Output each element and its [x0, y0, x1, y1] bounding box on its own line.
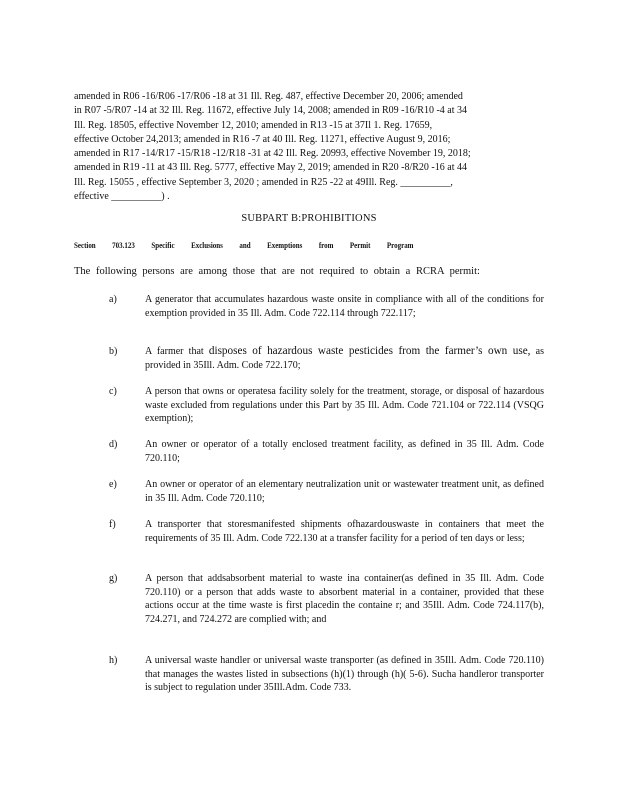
item-text-part: A farmer that [145, 346, 209, 357]
item-text: A generator that accumulates hazardous waste onsite in compliance with all of the conditions for exemption provided in 35 Ill. Adm. Code 722.114 through 722.117; [145, 294, 544, 319]
history-line: amended in R06 -16/R06 -17/R06 -18 at 31 Ill. Reg. 487, effective December 20, 2006; amended [74, 91, 463, 102]
history-line: in R07 -5/R07 -14 at 32 Ill. Reg. 11672, effective July 14, 2008; amended in R09 -16/R10 -4 at 34 [74, 105, 468, 117]
item-letter: d) [109, 439, 118, 450]
item-text: An owner or operator of a totally enclosed treatment facility, as defined in 35 Ill. Adm. Code 720.110; [145, 439, 544, 464]
item-text: A universal waste handler or universal waste transporter (as defined in 35Ill. Adm. Code 720.110) that manages the wastes listed in subsections (h)(1) through (h)( 5-6). Sucha handleror transporter is subject to regulation under 35Ill.Adm. Code 733. [145, 655, 544, 694]
list-item-a [74, 293, 544, 320]
item-text-part: as provided in 35Ill. Adm. Code 722.170; [145, 346, 544, 371]
history-line: amended in R19 -11 at 43 Ill. Reg. 5777, effective May 2, 2019; amended in R20 -8/R20 -16 at 44 [74, 162, 467, 174]
list-item-d [74, 438, 544, 465]
history-line: amended in R17 -14/R17 -15/R18 -12/R18 -31 at 42 Ill. Reg. 20993, effective November 19, 2018; [74, 148, 471, 160]
history-line: Ill. Reg. 18505, effective November 12, 2010; amended in R13 -15 at 37Il 1. Reg. 17659, [74, 119, 433, 131]
history-line: effective October 24,2013; amended in R16 -7 at 40 Ill. Reg. 11271, effective August 9, 2016; [74, 133, 451, 145]
item-letter: e) [109, 479, 117, 490]
intro-paragraph: The following persons are among those that are not required to obtain a RCRA permit: [74, 266, 480, 277]
list-item-g [74, 572, 544, 626]
list-item-f [74, 518, 544, 545]
list-item-c [74, 385, 544, 426]
item-letter: g) [109, 573, 118, 584]
history-note [74, 90, 544, 204]
item-text-emphasis: disposes of hazardous waste pesticides from the farmer’s own use, [208, 345, 531, 357]
item-text [145, 345, 544, 372]
item-letter: c) [109, 386, 117, 397]
item-letter: a) [109, 294, 117, 305]
item-letter: h) [109, 655, 118, 666]
history-line: effective __________) . [74, 191, 170, 203]
section-heading: Section 703.123 Specific Exclusions and Exemptions from Permit Program [74, 240, 414, 250]
item-letter: b) [109, 346, 118, 357]
item-text: A transporter that storesmanifested shipments ofhazardouswaste in containers that meet the requirements of 35 Ill. Adm. Code 722.130 at a transfer facility for a period of ten days or less; [145, 519, 544, 544]
item-text: A person that owns or operatesa facility solely for the treatment, storage, or disposal of hazardous waste excluded from regulations under this Part by 35 Ill. Adm. Code 721.104 or 722.114 (VSQG exemption); [145, 386, 544, 425]
item-letter: f) [109, 519, 116, 530]
subpart-title: SUBPART B:PROHIBITIONS [241, 213, 377, 224]
list-item-e [74, 478, 544, 505]
item-text: An owner or operator of an elementary neutralization unit or wastewater treatment unit, as defined in 35 Ill. Adm. Code 720.110; [145, 479, 544, 504]
history-line: Ill. Reg. 15055 , effective September 3, 2020 ; amended in R25 -22 at 49Ill. Reg. __________, [74, 176, 453, 188]
list-item-b [74, 345, 544, 372]
list-item-h [74, 654, 544, 695]
item-text: A person that addsabsorbent material to waste ina container(as defined in 35 Ill. Adm. Code 720.110) or a person that adds waste to absorbent material in a container, provided that these actions occur at the time waste is first placedin the containe r; and 35Ill. Adm. Code 724.117(b), 724.271, and 724.272 are complied with; and [145, 573, 544, 625]
